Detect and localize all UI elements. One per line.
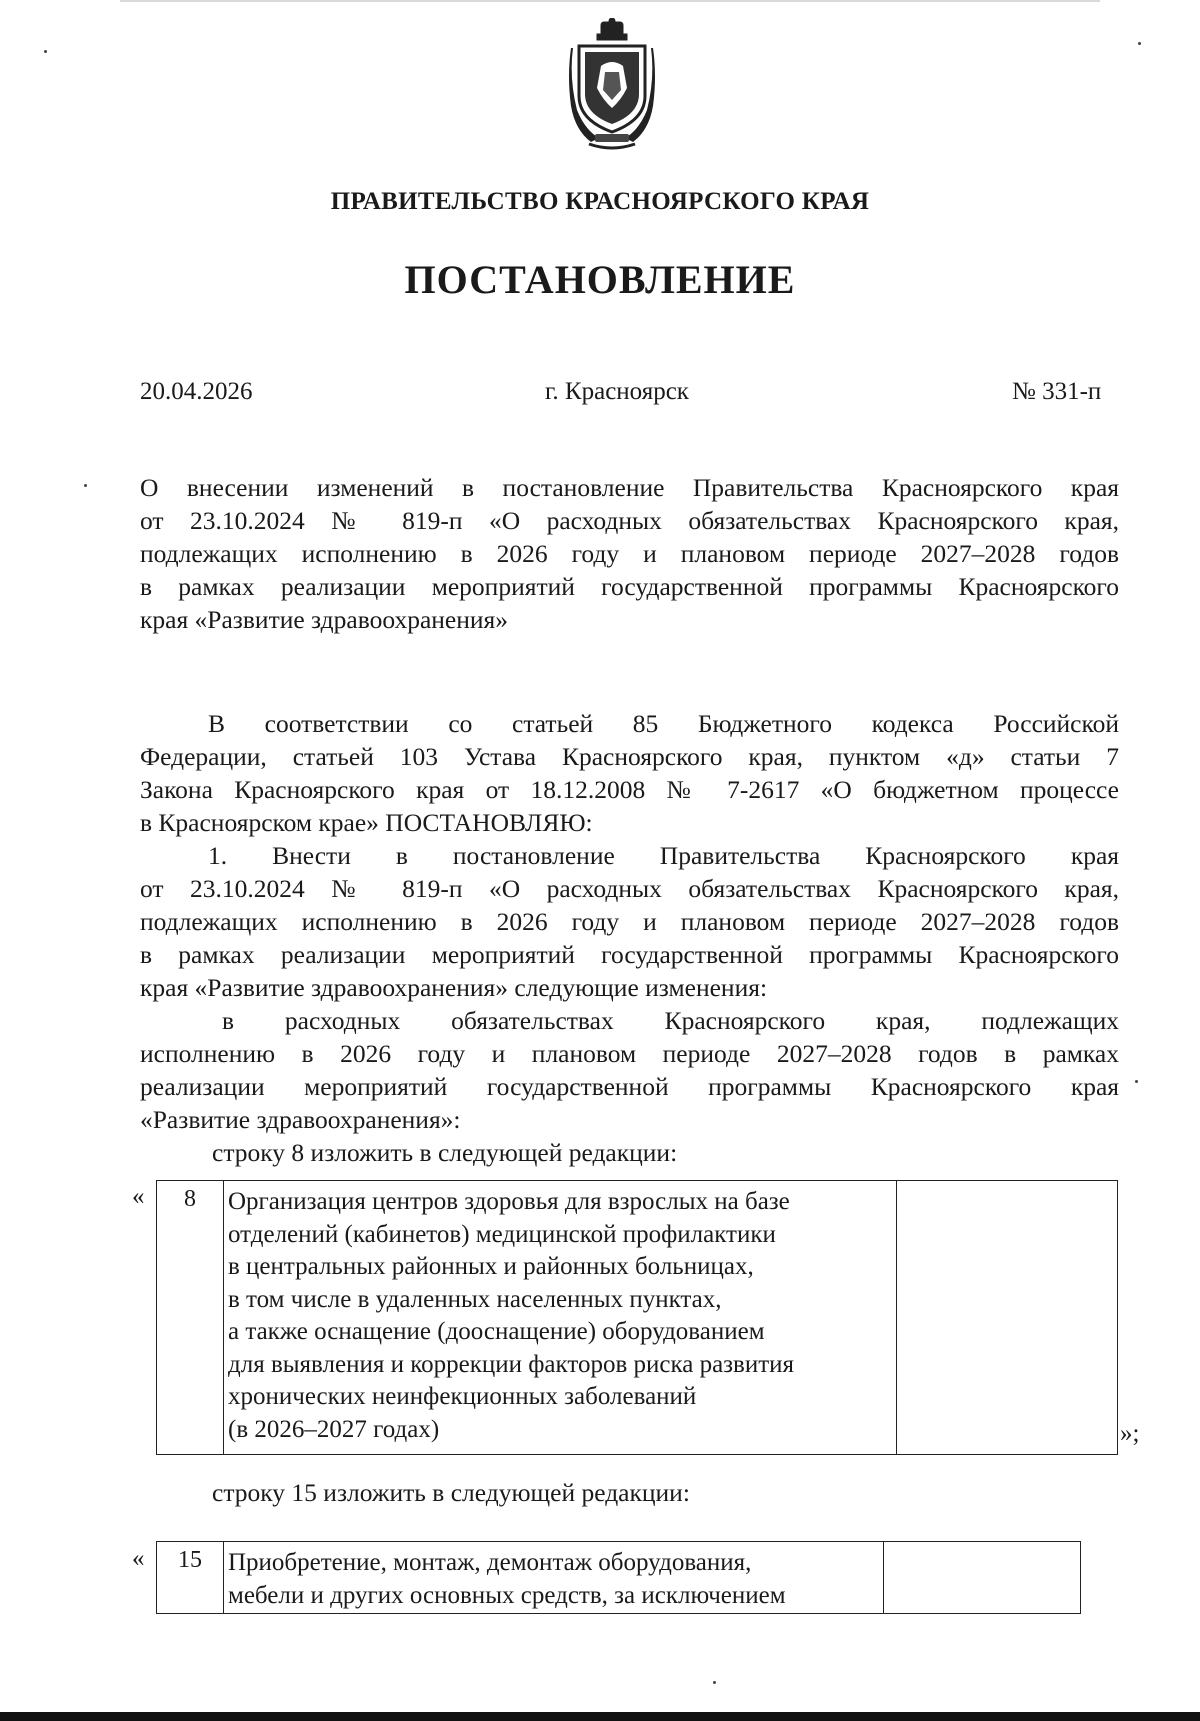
title-line: в рамках реализации мероприятий государственной программы Красноярского (140, 572, 1119, 601)
table1-empty-cell (897, 1181, 1117, 1454)
document-type: ПОСТАНОВЛЕНИЕ (404, 257, 796, 302)
table1-open-quote: « (132, 1183, 145, 1210)
body-line: строку 15 изложить в следующей редакции: (212, 1478, 690, 1507)
table1-text-line: отделений (кабинетов) медицинской профилактики (228, 1220, 776, 1248)
table2 (156, 1541, 1081, 1614)
table1 (156, 1180, 1118, 1455)
table2-open-quote: « (132, 1545, 145, 1572)
table2-row-number: 15 (157, 1542, 224, 1613)
title-line: от 23.10.2024 № 819-п «О расходных обязательствах Красноярского края, (140, 506, 1119, 535)
document-title (140, 471, 1119, 636)
document-date: 20.04.2026 (140, 378, 253, 405)
government-name: ПРАВИТЕЛЬСТВО КРАСНОЯРСКОГО КРАЯ (330, 188, 870, 215)
body-line: в Красноярском крае» ПОСТАНОВЛЯЮ: (140, 808, 593, 837)
scan-speck (44, 50, 47, 53)
table2-row-text (224, 1542, 884, 1613)
body-line: Федерации, статьей 103 Устава Красноярского края, пунктом «д» статьи 7 (140, 742, 1119, 771)
body-line: от 23.10.2024 № 819-п «О расходных обязательствах Красноярского края, (140, 874, 1119, 903)
scan-speck (1135, 1080, 1138, 1083)
body-line: подлежащих исполнению в 2026 году и плановом периоде 2027–2028 годов (140, 907, 1119, 936)
scan-edge-top (120, 0, 1100, 2)
document-body (140, 707, 1119, 1169)
table1-row-text (224, 1181, 897, 1454)
table1-text-line: в центральных районных и районных больницах, (228, 1253, 754, 1280)
document-number: № 331-п (1012, 378, 1102, 405)
body-line: Закона Красноярского края от 18.12.2008 № 7-2617 «О бюджетном процессе (140, 775, 1119, 804)
scan-edge-bottom (0, 1712, 1200, 1721)
scan-speck (84, 484, 87, 487)
body-line: 1. Внести в постановление Правительства Красноярского края (208, 841, 1119, 870)
table1-text-line: а также оснащение (дооснащение) оборудованием (228, 1318, 765, 1345)
table2-text-line: Приобретение, монтаж, демонтаж оборудования, (228, 1549, 752, 1576)
title-line: края «Развитие здравоохранения» (140, 605, 508, 634)
body-line: края «Развитие здравоохранения» следующие изменения: (140, 973, 768, 1002)
title-line: подлежащих исполнению в 2026 году и плановом периоде 2027–2028 годов (140, 539, 1119, 568)
body-line: В соответствии со статьей 85 Бюджетного кодекса Российской (208, 709, 1119, 738)
table1-text-line: для выявления и коррекции факторов риска развития (228, 1350, 795, 1378)
body-line: строку 8 изложить в следующей редакции: (212, 1138, 678, 1167)
body-line: в расходных обязательствах Красноярского края, подлежащих (222, 1006, 1119, 1035)
scan-speck (1138, 42, 1141, 45)
table2-text-line: мебели и других основных средств, за исключением (228, 1581, 786, 1609)
after-table1 (140, 1476, 1119, 1509)
body-line: реализации мероприятий государственной программы Красноярского края (140, 1072, 1119, 1101)
scan-speck (713, 1681, 716, 1684)
table1-text-line: хронических неинфекционных заболеваний (228, 1383, 697, 1410)
title-line: О внесении изменений в постановление Правительства Красноярского края (140, 473, 1119, 502)
body-line: «Развитие здравоохранения»: (140, 1105, 461, 1134)
table1-row-number: 8 (157, 1181, 224, 1454)
document-city: г. Красноярск (545, 378, 689, 405)
body-line: исполнению в 2026 году и плановом периоде 2027–2028 годов в рамках (140, 1039, 1119, 1068)
table1-text-line: (в 2026–2027 годах) (228, 1415, 440, 1443)
body-line: в рамках реализации мероприятий государственной программы Красноярского (140, 940, 1119, 969)
table1-close-quote: »; (1120, 1420, 1140, 1447)
table2-empty-cell (884, 1542, 1080, 1613)
table1-text-line: в том числе в удаленных населенных пунктах, (228, 1285, 722, 1313)
krasnoyarsk-coat-of-arms-icon (569, 18, 655, 150)
table1-text-line: Организация центров здоровья для взрослых на базе (228, 1188, 790, 1215)
